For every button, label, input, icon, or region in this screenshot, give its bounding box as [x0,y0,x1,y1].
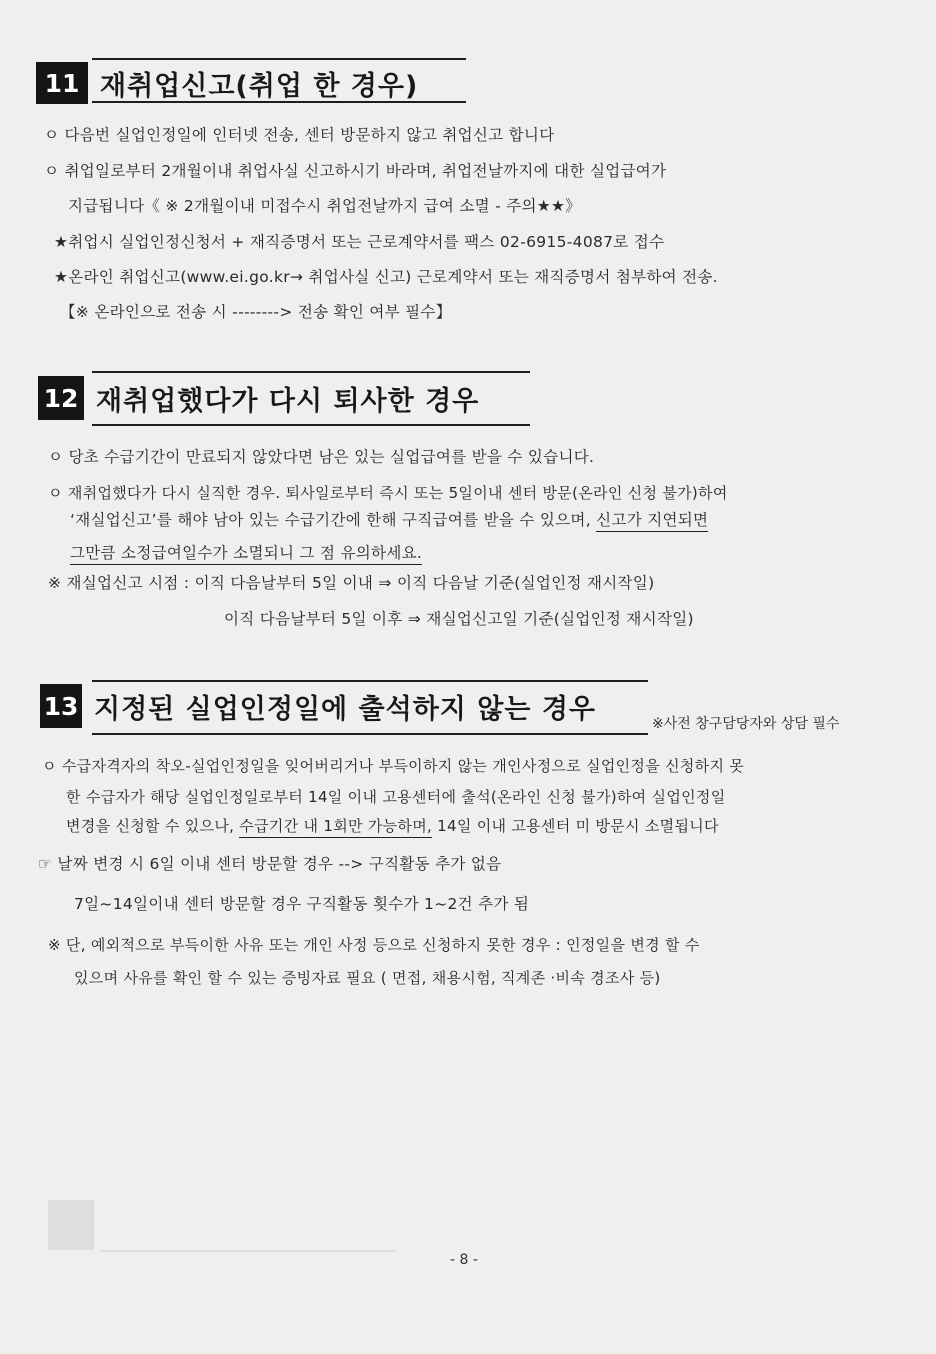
section-13-line-5: 7일~14일이내 센터 방문할 경우 구직활동 횟수가 1~2건 추가 됨 [74,895,530,913]
section-11-line-3: 지급됩니다《 ※ 2개월이내 미접수시 취업전날까지 급여 소멸 - 주의★★》 [68,197,581,215]
section-11-line-1: ㅇ 다음번 실업인정일에 인터넷 전송, 센터 방문하지 않고 취업신고 합니다 [44,126,555,144]
section-13-line-4: ☞ 날짜 변경 시 6일 이내 센터 방문할 경우 --> 구직활동 추가 없음 [38,855,502,873]
section-12-title: 재취업했다가 다시 퇴사한 경우 [96,385,480,417]
section-13-line-3 [66,815,719,836]
section-13-line-7: 있으며 사유를 확인 할 수 있는 증빙자료 필요 ( 면접, 채용시험, 직계존 ·비속 경조사 등) [74,969,661,987]
section-13-top-rule [92,680,648,682]
section-11-line-6: 【※ 온라인으로 전송 시 --------> 전송 확인 여부 필수】 [60,303,452,321]
section-11-number: 11 [36,62,88,104]
section-11-line-5: ★온라인 취업신고(www.ei.go.kr→ 취업사실 신고) 근로계약서 또는 재직증명서 첨부하여 전송. [54,268,718,286]
page-number: - 8 - [450,1252,478,1268]
section-13-line-3-text-a: 변경을 신청할 수 있으나, [66,817,235,835]
section-11-bottom-rule [92,101,466,103]
section-12-line-3-text: ‘재실업신고’를 해야 남아 있는 수급기간에 한해 구직급여를 받을 수 있으며, [70,511,591,529]
section-12-line-1: ㅇ 당초 수급기간이 만료되지 않았다면 남은 있는 실업급여를 받을 수 있습니다. [48,448,595,466]
section-12-line-3 [70,508,708,530]
section-11-header [36,62,418,104]
section-12-line-2: ㅇ 재취업했다가 다시 실직한 경우. 퇴사일로부터 즉시 또는 5일이내 센터 방문(온라인 신청 불가)하여 [48,484,728,502]
section-12-number: 12 [38,376,84,420]
section-13-line-2: 한 수급자가 해당 실업인정일로부터 14일 이내 고용센터에 출석(온라인 신청 불가)하여 실업인정일 [66,788,726,806]
section-12-line-5: ※ 재실업신고 시점 : 이직 다음날부터 5일 이내 ⇒ 이직 다음날 기준(실업인정 재시작일) [48,574,655,592]
section-11-line-4: ★취업시 실업인정신청서 + 재직증명서 또는 근로계약서를 팩스 02-6915-4087로 접수 [54,233,665,251]
section-13-header [40,684,596,728]
section-13-title: 지정된 실업인정일에 출석하지 않는 경우 [94,693,596,725]
section-12-line-4-text: 그만큼 소정급여일수가 소멸되니 그 점 유의하세요. [70,544,422,565]
section-12-bottom-rule [92,424,530,426]
section-12-top-rule [92,371,530,373]
section-11-line-2: ㅇ 취업일로부터 2개월이내 취업사실 신고하시기 바라며, 취업전날까지에 대한 실업급여가 [44,162,667,180]
section-13-line-3-text-b: 14일 이내 고용센터 미 방문시 소멸됩니다 [437,817,719,835]
bleed-through-box [48,1200,94,1250]
section-12-underlined-warning: 신고가 지연되면 [596,511,708,532]
section-13-line-6: ※ 단, 예외적으로 부득이한 사유 또는 개인 사정 등으로 신청하지 못한 경우 : 인정일을 변경 할 수 [48,936,700,954]
section-13-number: 13 [40,684,82,728]
section-11-title: 재취업신고(취업 한 경우) [100,70,419,102]
section-13-bottom-rule [92,733,648,735]
section-11-top-rule [92,58,466,60]
section-13-line-1: ㅇ 수급자격자의 착오-실업인정일을 잊어버리거나 부득이하지 않는 개인사정으로 실업인정을 신청하지 못 [42,757,745,775]
section-13-note: ※사전 창구담당자와 상담 필수 [652,716,840,732]
section-12-header [38,376,479,420]
section-12-line-4 [70,541,422,563]
section-12-line-6: 이직 다음날부터 5일 이후 ⇒ 재실업신고일 기준(실업인정 재시작일) [224,610,694,628]
section-13-underlined-once: 수급기간 내 1회만 가능하며, [239,817,432,838]
bleed-through-rule [100,1250,396,1252]
